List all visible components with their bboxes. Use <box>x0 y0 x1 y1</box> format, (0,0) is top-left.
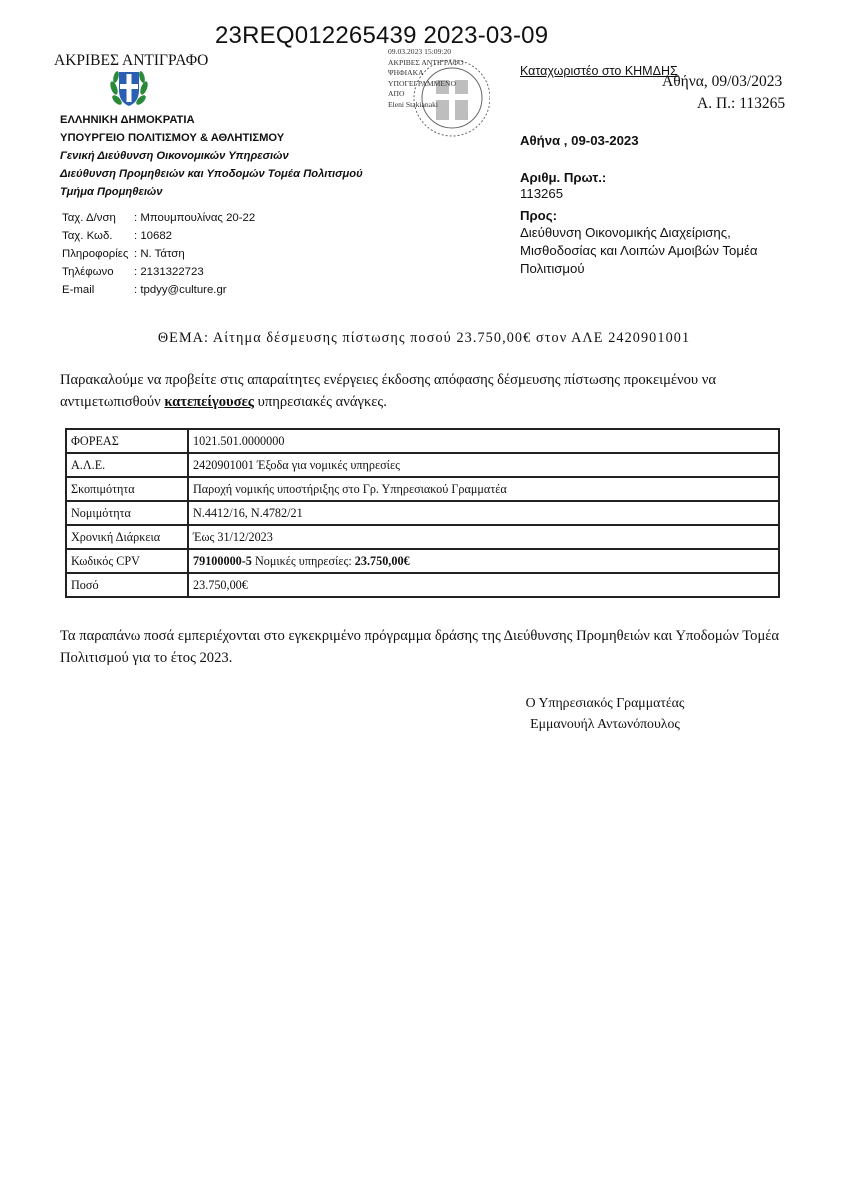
table-key: Ποσό <box>66 573 188 597</box>
body-text: υπηρεσιακές ανάγκες. <box>253 394 387 410</box>
body-paragraph <box>60 369 790 413</box>
document-date: Αθήνα , 09-03-2023 <box>520 133 639 148</box>
contact-label: E-mail <box>62 284 95 296</box>
contact-label: Πληροφορίες <box>62 248 129 260</box>
stamp-line: ΨΗΦΙΑΚΑ <box>388 68 424 78</box>
sender-line: Διεύθυνση Προμηθειών και Υποδομών Τομέα Πολιτισμού <box>60 168 363 180</box>
sender-line: ΥΠΟΥΡΓΕΙΟ ΠΟΛΙΤΙΣΜΟΥ & ΑΘΛΗΤΙΣΜΟΥ <box>60 132 285 144</box>
closing-paragraph: Τα παραπάνω ποσά εμπεριέχονται στο εγκεκριμένο πρόγραμμα δράσης της Διεύθυνσης Προμηθειών και Υποδομών Τομέα Πολιτισμού για το έτος 2023. <box>60 628 780 666</box>
table-value: Ν.4412/16, Ν.4782/21 <box>188 501 779 525</box>
contact-label: Τηλέφωνο <box>62 266 114 278</box>
greek-emblem-icon <box>108 64 150 112</box>
table-key: ΦΟΡΕΑΣ <box>66 429 188 453</box>
cpv-amount: 23.750,00€ <box>354 553 410 568</box>
system-id: 23REQ012265439 2023-03-09 <box>215 22 549 49</box>
budget-table <box>65 428 780 598</box>
recipient-text: Διεύθυνση Οικονομικής Διαχείρισης, Μισθοδοσίας και Λοιπών Αμοιβών Τομέα Πολιτισμού <box>520 225 758 276</box>
table-row <box>66 501 779 525</box>
contact-row <box>62 281 255 299</box>
sender-block <box>60 111 363 201</box>
contact-value: : 10682 <box>134 230 173 242</box>
signatory-name: Εμμανουήλ Αντωνόπουλος <box>530 716 680 731</box>
table-value: Έως 31/12/2023 <box>188 525 779 549</box>
signatory-title: Ο Υπηρεσιακός Γραμματέας <box>525 695 685 710</box>
table-value: 23.750,00€ <box>188 573 779 597</box>
table-key: Κωδικός CPV <box>66 549 188 573</box>
stamp-line: Eleni Stakianaki <box>388 99 438 109</box>
kimdis-note: Καταχωριστέο στο ΚΗΜΔΗΣ <box>520 64 678 78</box>
stamp-line: ΥΠΟΓΕΓΡΑΜΜΕΝΟ <box>388 78 456 88</box>
table-row <box>66 429 779 453</box>
table-value: 1021.501.0000000 <box>188 429 779 453</box>
table-key: Χρονική Διάρκεια <box>66 525 188 549</box>
registry-protocol: Α. Π.: 113265 <box>697 95 786 112</box>
contact-value: : Ν. Τάτση <box>134 248 185 260</box>
sender-line: Τμήμα Προμηθειών <box>60 186 163 198</box>
table-value <box>188 549 779 573</box>
contact-label: Ταχ. Δ/νση <box>62 212 116 224</box>
contact-label: Ταχ. Κωδ. <box>62 230 113 242</box>
table-row <box>66 549 779 573</box>
table-key: Σκοπιμότητα <box>66 477 188 501</box>
urgent-emphasis: κατεπείγουσες <box>164 394 254 410</box>
stamp-line: ΑΠΟ <box>388 89 405 99</box>
table-row <box>66 525 779 549</box>
protocol-label: Αριθμ. Πρωτ.: <box>520 170 607 185</box>
signature-block <box>470 692 740 734</box>
subject-line: ΘΕΜΑ: Αίτημα δέσμευσης πίστωσης ποσού 23.750,00€ στον ΑΛΕ 2420901001 <box>157 330 691 346</box>
contact-value: : Μπουμπουλίνας 20-22 <box>134 212 256 224</box>
registry-date: Αθήνα, 09/03/2023 <box>662 73 783 90</box>
cpv-code: 79100000-5 <box>193 553 252 568</box>
table-key: Νομιμότητα <box>66 501 188 525</box>
cpv-text: Νομικές υπηρεσίες: <box>251 553 355 568</box>
table-key: Α.Λ.Ε. <box>66 453 188 477</box>
protocol-number: 113265 <box>520 186 564 201</box>
table-value: Παροχή νομικής υποστήριξης στο Γρ. Υπηρεσιακού Γραμματέα <box>188 477 779 501</box>
contact-row <box>62 209 255 227</box>
body-text: Παρακαλούμε να προβείτε στις απαραίτητες ενέργειες έκδοσης απόφασης δέσμευσης πίστωσης προκειμένου να αντιμετωπισθούν <box>60 372 717 410</box>
stamp-line: 09.03.2023 15:09:20 <box>388 47 452 56</box>
contact-block <box>62 209 255 299</box>
table-row <box>66 453 779 477</box>
contact-value: : 2131322723 <box>134 266 204 278</box>
stamp-text <box>388 47 464 111</box>
table-value: 2420901001 Έξοδα για νομικές υπηρεσίες <box>188 453 779 477</box>
table-row <box>66 477 779 501</box>
recipient-label: Προς: <box>520 208 557 223</box>
contact-value: : tpdyy@culture.gr <box>134 284 227 296</box>
contact-row <box>62 263 255 281</box>
sender-line: Γενική Διεύθυνση Οικονομικών Υπηρεσιών <box>60 150 289 162</box>
contact-row <box>62 227 255 245</box>
copy-mark: ΑΚΡΙΒΕΣ ΑΝΤΙΓΡΑΦΟ <box>54 52 209 69</box>
sender-line: ΕΛΛΗΝΙΚΗ ΔΗΜΟΚΡΑΤΙΑ <box>60 114 195 126</box>
stamp-line: ΑΚΡΙΒΕΣ ΑΝΤΙΓΡΑΦΟ <box>388 57 464 67</box>
contact-row <box>62 245 255 263</box>
table-row <box>66 573 779 597</box>
